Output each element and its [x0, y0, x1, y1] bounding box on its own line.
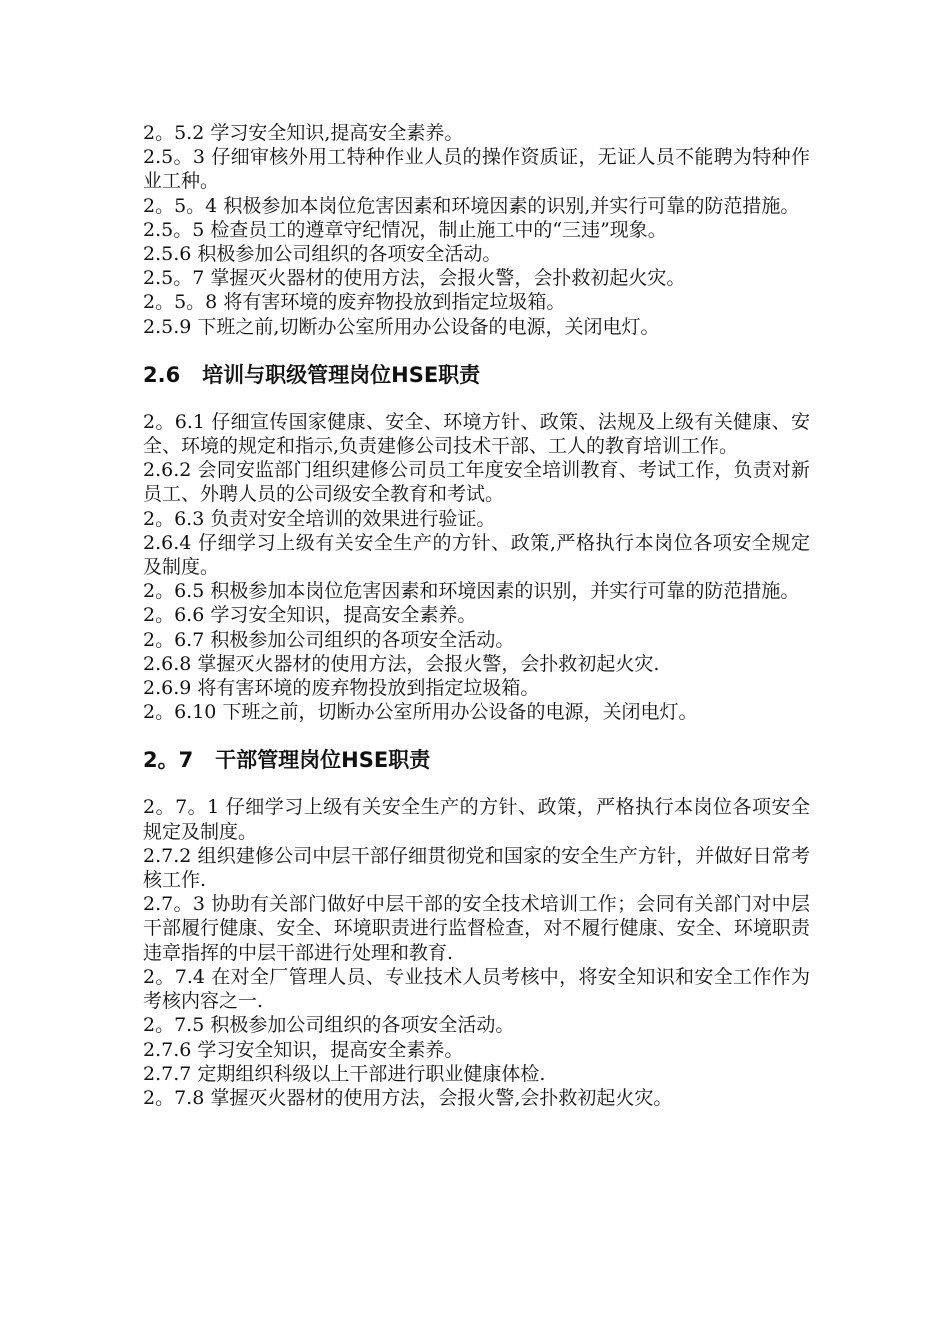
- clause-2-6-2: [143, 458, 810, 506]
- clause-number: 2。6.3: [143, 507, 205, 530]
- clause-2-5-9: [143, 315, 810, 339]
- clause-text: 下班之前，切断办公室所用办公设备的电源，关闭电灯。: [222, 701, 698, 724]
- clause-text: 在对全厂管理人员、专业技术人员考核中，将安全知识和安全工作作为考核内容之一.: [143, 965, 810, 1013]
- clause-2-6-1: [143, 410, 810, 458]
- clause-text: 定期组织科级以上干部进行职业健康体检.: [197, 1062, 546, 1085]
- clause-number: 2.6.4: [143, 531, 192, 554]
- clause-2-5-4: [143, 194, 810, 218]
- clause-number: 2.5.9: [143, 315, 192, 338]
- clause-number: 2.7.7: [143, 1062, 192, 1085]
- clause-2-7-4: [143, 965, 810, 1013]
- clause-text: 积极参加本岗位危害因素和环境因素的识别,并实行可靠的防范措施。: [223, 194, 800, 217]
- clause-number: 2.6.2: [143, 459, 192, 482]
- clause-2-6-8: [143, 652, 810, 676]
- clause-text: 积极参加公司组织的各项安全活动。: [210, 628, 515, 651]
- clause-number: 2。7。1: [143, 796, 220, 819]
- clause-2-5-3: [143, 145, 810, 193]
- clause-number: 2.6.8: [143, 652, 192, 675]
- clause-text: 仔细学习上级有关安全生产的方针、政策,严格执行本岗位各项安全规定及制度。: [143, 531, 810, 579]
- clause-number: 2。7.8: [143, 1086, 205, 1109]
- clause-text: 学习安全知识，提高安全素养。: [210, 604, 477, 627]
- clause-2-5-2: [143, 121, 810, 145]
- clause-text: 将有害环境的废弃物投放到指定垃圾箱。: [223, 291, 566, 314]
- section-number: 2.6: [143, 362, 181, 387]
- clause-text: 组织建修公司中层干部仔细贯彻党和国家的安全生产方针，并做好日常考核工作.: [143, 844, 810, 892]
- clause-number: 2。7.5: [143, 1014, 205, 1037]
- clause-2-5-6: [143, 242, 810, 266]
- document-body: [143, 121, 810, 1110]
- clause-text: 会同安监部门组织建修公司员工年度安全培训教育、考试工作，负责对新员工、外聘人员的公司级安全教育和考试。: [143, 459, 810, 506]
- section-heading-2-7: [143, 746, 810, 774]
- clause-2-5-7: [143, 266, 810, 290]
- clause-2-7-7: [143, 1062, 810, 1086]
- clause-2-7-8: [143, 1086, 810, 1110]
- clause-2-7-2: [143, 844, 810, 892]
- clause-number: 2。6.10: [143, 701, 217, 724]
- clause-text: 积极参加公司组织的各项安全活动。: [210, 1014, 515, 1037]
- section-title: 培训与职级管理岗位HSE职责: [202, 362, 481, 387]
- section-title: 干部管理岗位HSE职责: [215, 748, 431, 773]
- section-number: 2。7: [143, 748, 194, 773]
- clause-number: 2。5.2: [143, 122, 205, 144]
- clause-2-5-8: [143, 290, 810, 314]
- clause-text: 掌握灭火器材的使用方法，会报火警，会扑救初起火灾.: [197, 652, 660, 675]
- clause-number: 2.5。3: [143, 146, 205, 169]
- clause-number: 2。7.4: [143, 965, 205, 988]
- clause-number: 2。6.5: [143, 580, 205, 603]
- clause-number: 2.5。7: [143, 267, 205, 290]
- clause-number: 2.7。3: [143, 893, 205, 916]
- clause-number: 2.5.6: [143, 243, 192, 266]
- clause-2-7-3: [143, 892, 810, 965]
- clause-number: 2.7.6: [143, 1038, 192, 1061]
- clause-2-6-4: [143, 531, 810, 579]
- clause-2-7-6: [143, 1038, 810, 1062]
- clause-2-6-7: [143, 628, 810, 652]
- clause-2-7-1: [143, 795, 810, 843]
- clause-text: 检查员工的遵章守纪情况，制止施工中的“三违”现象。: [210, 218, 667, 241]
- clause-2-6-3: [143, 507, 810, 531]
- clause-text: 仔细学习上级有关安全生产的方针、政策，严格执行本岗位各项安全规定及制度。: [143, 796, 810, 843]
- clause-text: 仔细宣传国家健康、安全、环境方针、政策、法规及上级有关健康、安全、环境的规定和指示,负责建修公司技术干部、工人的教育培训工作。: [143, 410, 810, 458]
- clause-2-6-6: [143, 603, 810, 627]
- clause-2-7-5: [143, 1013, 810, 1037]
- clause-number: 2。6.6: [143, 604, 205, 627]
- clause-text: 积极参加本岗位危害因素和环境因素的识别，并实行可靠的防范措施。: [210, 580, 800, 603]
- clause-text: 积极参加公司组织的各项安全活动。: [197, 243, 502, 266]
- clause-text: 学习安全知识,提高安全素养。: [210, 122, 464, 144]
- clause-number: 2.6.9: [143, 677, 192, 700]
- clause-number: 2。6.7: [143, 628, 205, 651]
- clause-text: 仔细审核外用工特种作业人员的操作资质证，无证人员不能聘为特种作业工种。: [143, 146, 810, 193]
- clause-number: 2。5。4: [143, 194, 218, 217]
- clause-2-6-5: [143, 579, 810, 603]
- clause-number: 2.5。5: [143, 218, 205, 241]
- clause-text: 下班之前,切断办公室所用办公设备的电源，关闭电灯。: [197, 315, 660, 338]
- clause-number: 2。5。8: [143, 291, 218, 314]
- clause-number: 2.7.2: [143, 844, 192, 867]
- clause-text: 掌握灭火器材的使用方法，会报火警，会扑救初起火灾。: [210, 267, 686, 290]
- clause-2-5-5: [143, 218, 810, 242]
- clause-text: 将有害环境的废弃物投放到指定垃圾箱。: [197, 677, 540, 700]
- section-heading-2-6: [143, 361, 810, 389]
- clause-number: 2。6.1: [143, 410, 205, 433]
- clause-text: 协助有关部门做好中层干部的安全技术培训工作；会同有关部门对中层干部履行健康、安全、环境职责进行监督检查，对不履行健康、安全、环境职责违章指挥的中层干部进行处理和教育.: [143, 893, 810, 964]
- clause-2-6-9: [143, 676, 810, 700]
- clause-text: 学习安全知识，提高安全素养。: [197, 1038, 464, 1061]
- clause-2-6-10: [143, 700, 810, 724]
- clause-text: 掌握灭火器材的使用方法，会报火警,会扑救初起火灾。: [210, 1086, 673, 1109]
- clause-text: 负责对安全培训的效果进行验证。: [210, 507, 496, 530]
